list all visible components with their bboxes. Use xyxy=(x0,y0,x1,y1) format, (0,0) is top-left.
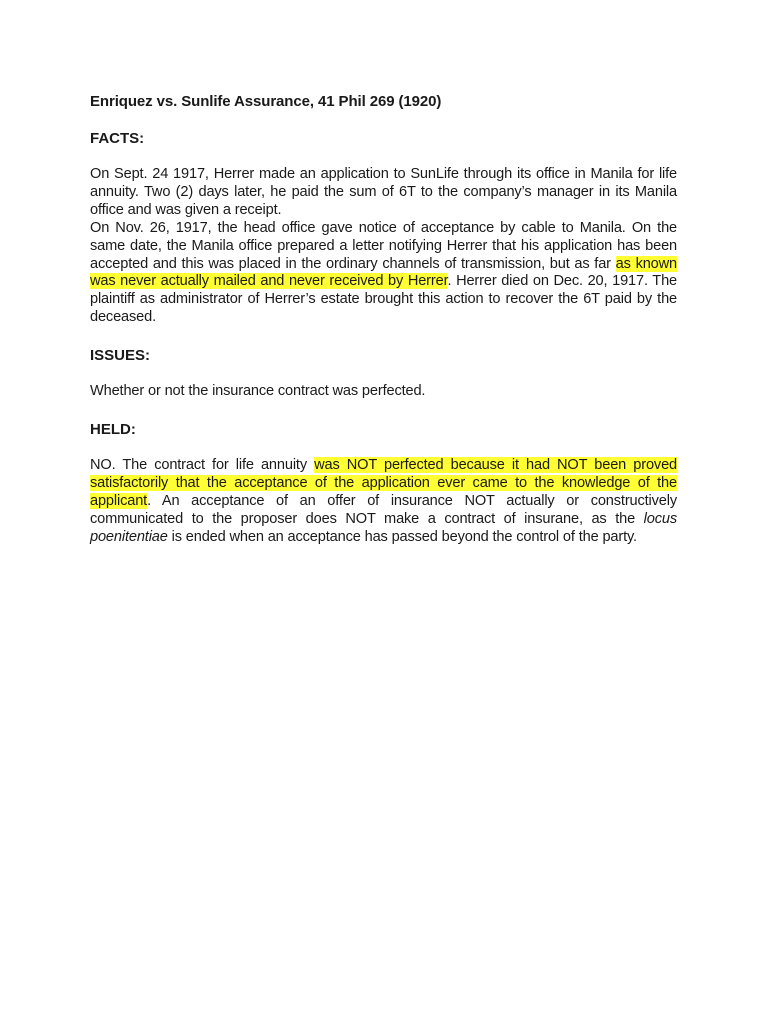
facts-paragraph xyxy=(90,166,677,327)
facts-text-2a: On Nov. 26, 1917, the head office gave notice of acceptance by cable to Manila. On the same date, the Manila office prepared a letter notifying Herrer that his application has been accepted and this was placed in the ordinary channels of transmission, but as far xyxy=(90,219,677,272)
held-text-c: is ended when an acceptance has passed beyond the control of the party. xyxy=(167,528,637,545)
issues-paragraph xyxy=(90,383,677,401)
facts-highlight: as known was never actually mailed and never received by Herrer xyxy=(90,255,678,290)
issues-text: Whether or not the insurance contract was perfected. xyxy=(90,383,426,400)
held-text-b: . An acceptance of an offer of insurance NOT actually or constructively communicated to the proposer does NOT make a contract of insurane, as the xyxy=(90,492,677,527)
held-highlight: was NOT perfected because it had NOT been proved satisfactorily that the acceptance of the application ever came to the knowledge of the applicant xyxy=(90,457,677,509)
held-italic-term: locus poenitentiae xyxy=(90,510,677,545)
issues-heading: ISSUES: xyxy=(90,347,151,365)
held-paragraph xyxy=(90,457,677,547)
held-heading: HELD: xyxy=(90,421,136,439)
facts-heading: FACTS: xyxy=(90,130,145,147)
case-title: Enriquez vs. Sunlife Assurance, 41 Phil 269 (1920) xyxy=(90,93,442,110)
facts-text-2b: . Herrer died on Dec. 20, 1917. The plaintiff as administrator of Herrer’s estate brought this action to recover the 6T paid by the deceased. xyxy=(90,273,677,326)
held-text-a: NO. The contract for life annuity xyxy=(90,457,315,474)
facts-text-1: On Sept. 24 1917, Herrer made an application to SunLife through its office in Manila for life annuity. Two (2) days later, he paid the sum of 6T to the company’s manager in its Manila office and was given a receipt. xyxy=(90,166,677,218)
